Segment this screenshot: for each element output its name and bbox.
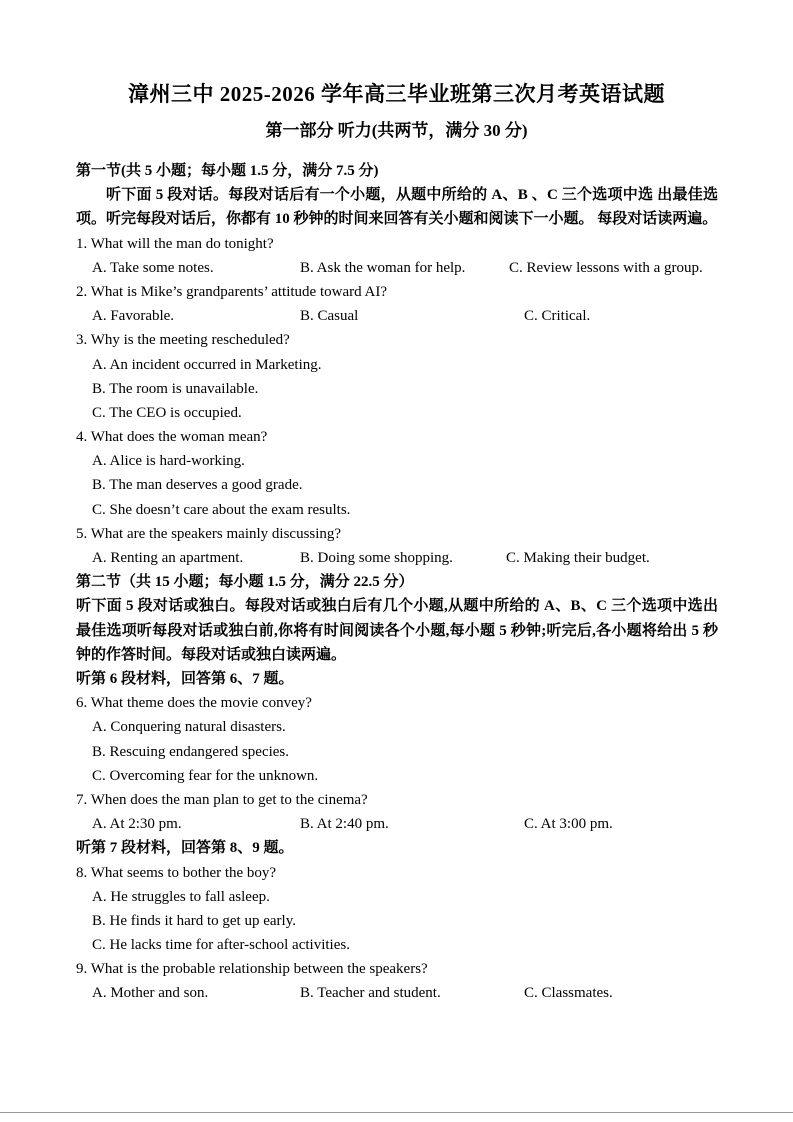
option-c[interactable]: C. Classmates. [524, 985, 613, 1002]
option-a[interactable]: A. Favorable. [92, 308, 175, 325]
section2-instructions: 听下面 5 段对话或独白。每段对话或独白后有几个小题,从题中所给的 A、B、C 三个选项中选出最佳选项听每段对话或独白前,你将有时间阅读各个小题,每小题 5 秒钟;听完后,各小题将给出 5 秒钟的作答时间。每段对话或独白读两遍。 [76, 598, 718, 663]
question-9-options [76, 981, 718, 1005]
option-b[interactable]: B. He finds it hard to get up early. [92, 912, 296, 929]
option-c[interactable]: C. She doesn’t care about the exam results. [92, 501, 351, 518]
group7-heading: 听第 7 段材料，回答第 8、9 题。 [76, 840, 294, 857]
question-7-options [76, 812, 718, 836]
option-c[interactable]: C. Making their budget. [506, 550, 650, 567]
section1-heading: 第一节(共 5 小题；每小题 1.5 分，满分 7.5 分) [76, 163, 379, 179]
option-b[interactable]: B. The room is unavailable. [92, 380, 259, 397]
question-7: 7. When does the man plan to get to the cinema? [76, 791, 368, 808]
question-9: 9. What is the probable relationship between the speakers? [76, 961, 428, 978]
option-a[interactable]: A. Mother and son. [92, 985, 209, 1002]
question-4: 4. What does the woman mean? [76, 429, 268, 446]
question-5: 5. What are the speakers mainly discussing? [76, 525, 342, 542]
option-a[interactable]: A. Renting an apartment. [92, 550, 244, 567]
option-a[interactable]: A. Alice is hard-working. [92, 453, 245, 470]
option-a[interactable]: A. He struggles to fall asleep. [92, 888, 270, 905]
question-3: 3. Why is the meeting rescheduled? [76, 332, 290, 349]
option-c[interactable]: C. Critical. [524, 308, 591, 325]
exam-content [76, 159, 718, 1006]
page-bottom-rule [0, 1112, 793, 1113]
part-subtitle: 第一部分 听力(共两节，满分 30 分) [265, 121, 528, 140]
option-b[interactable]: B. At 2:40 pm. [300, 816, 389, 833]
option-c[interactable]: C. The CEO is occupied. [92, 404, 242, 421]
option-c[interactable]: C. Review lessons with a group. [509, 259, 703, 276]
question-2-options [76, 304, 718, 328]
option-b[interactable]: B. The man deserves a good grade. [92, 477, 303, 494]
question-1: 1. What will the man do tonight? [76, 235, 274, 252]
question-8: 8. What seems to bother the boy? [76, 864, 277, 881]
section1-instructions: 听下面 5 段对话。每段对话后有一个小题，从题中所给的 A、B 、C 三个选项中选 出最佳选项。听完每段对话后，你都有 10 秒钟的时间来回答有关小题和阅读下一小题。 每段对话读两遍。 [76, 187, 718, 228]
option-a[interactable]: A. Conquering natural disasters. [92, 719, 286, 736]
page-title: 漳州三中 2025-2026 学年高三毕业班第三次月考英语试题 [128, 82, 665, 106]
option-b[interactable]: B. Ask the woman for help. [300, 259, 466, 276]
option-a[interactable]: A. Take some notes. [92, 259, 214, 276]
question-1-options [76, 256, 718, 280]
option-b[interactable]: B. Doing some shopping. [300, 550, 453, 567]
option-b[interactable]: B. Teacher and student. [300, 985, 441, 1002]
option-c[interactable]: C. At 3:00 pm. [524, 816, 613, 833]
option-c[interactable]: C. He lacks time for after-school activities. [92, 937, 350, 954]
option-c[interactable]: C. Overcoming fear for the unknown. [92, 767, 319, 784]
question-5-options [76, 546, 718, 570]
option-b[interactable]: B. Rescuing endangered species. [92, 743, 290, 760]
question-2: 2. What is Mike’s grandparents’ attitude toward AI? [76, 283, 388, 300]
option-a[interactable]: A. At 2:30 pm. [92, 816, 182, 833]
section2-heading: 第二节（共 15 小题；每小题 1.5 分，满分 22.5 分） [76, 574, 414, 591]
question-6: 6. What theme does the movie convey? [76, 695, 312, 712]
option-a[interactable]: A. An incident occurred in Marketing. [92, 356, 322, 373]
option-b[interactable]: B. Casual [300, 308, 359, 325]
group6-heading: 听第 6 段材料，回答第 6、7 题。 [76, 671, 294, 688]
